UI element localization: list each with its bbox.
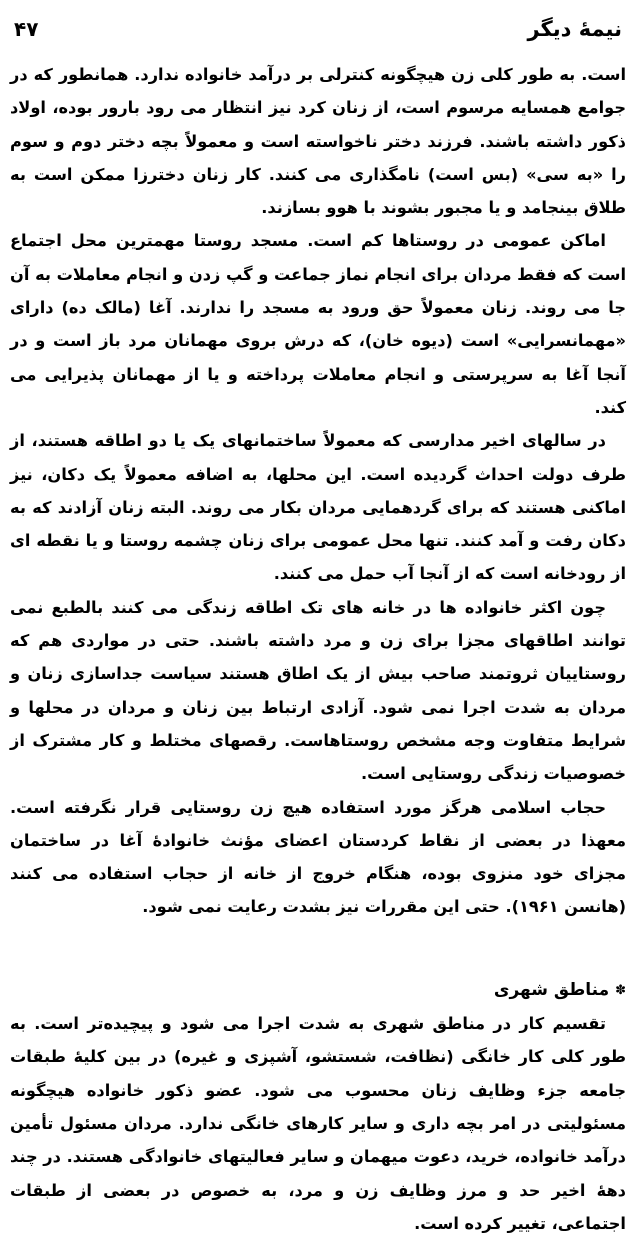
page-number: ۴۷ <box>14 17 39 41</box>
paragraph-hijab: حجاب اسلامی هرگز مورد استفاده هیچ زن روستایی قرار نگرفته است. معهذا در بعضی از نقاط کردستان اعضای مؤنث خانوادهٔ آغا در ساختمان مجزای خود منزوی بوده، هنگام خروج از خانه از حجاب استفاده می کنند (هانسن ۱۹۶۱). حتی این مقررات نیز بشدت رعایت نمی شود. <box>10 797 626 917</box>
paragraph-continued: است. به طور کلی زن هیچگونه کنترلی بر درآمد خانواده ندارد. همانطور که در جوامع همسایه مرسوم است، از زنان کرد نیز انتظار می رود بارور بوده، اولاد ذکور داشته باشند. فرزند دختر ناخواسته است و معمولاً بچه دختر دوم و سوم را «به سی» (بس است) نامگذاری می کنند. کار زنان دخترزا ممکن است به طلاق بینجامد و یا مجبور بشوند با هوو بسازند. <box>10 65 626 218</box>
running-title: نیمهٔ دیگر <box>527 17 622 41</box>
paragraph-urban: تقسیم کار در مناطق شهری به شدت اجرا می شود و پیچیده‌تر است. به طور کلی کار خانگی (نظافت، شستشو، آشپزی و غیره) در بین کلیهٔ طبقات جامعه جزء وظایف زنان محسوب می شود. عضو ذکور خانواده هیچگونه مسئولیتی در امر بچه داری و سایر کارهای خانگی ندارد. مردان مسئول تأمین درآمد خانواده، خرید، دعوت میهمان و سایر فعالیتهای خانوادگی هستند. در چند دههٔ اخیر حد و مرز وظایف زن و مرد، به خصوص در بعضی از طبقات اجتماعی، تغییر کرده است. <box>10 1014 626 1233</box>
section-heading <box>10 974 626 1007</box>
asterisk-icon: ✽ <box>615 982 626 998</box>
section-title: مناطق شهری <box>493 979 610 1000</box>
paragraph-houses: چون اکثر خانواده ها در خانه های تک اطاقه زندگی می کنند بالطبع نمی توانند اطاقهای مجزا برای زن و مرد داشته باشند. حتی در مواردی هم که روستاییان ثروتمند صاحب بیش از یک اطاق هستند سیاست جداسازی زنان و مردان به شدت اجرا نمی شود. آزادی ارتباط بین زنان و مردان در محلها و شرایط متفاوت وجه مشخص روستاهاست. رقصهای مختلط و کار مشترک از خصوصیات زندگی روستایی است. <box>10 597 626 784</box>
page-header <box>14 14 622 44</box>
paragraph-public-places: اماکن عمومی در روستاها کم است. مسجد روستا مهمترین محل اجتماع است که فقط مردان برای انجام نماز جماعت و گپ زدن و انجام معاملات به آن جا می روند. زنان معمولاً حق ورود به مسجد را ندارند. آغا (مالک ده) دارای «مهمانسرایی» است (دیوه خان)، که درش بروی مهمانان مرد باز است و در آنجا آغا به سرپرستی و انجام معاملات پرداخته و یا از مهمانان پذیرایی می کند. <box>10 231 626 417</box>
page-body <box>10 58 626 1240</box>
paragraph-schools: در سالهای اخیر مدارسی که معمولاً ساختمانهای یک یا دو اطاقه هستند، از طرف دولت احداث گردیده است. این محلها، به اضافه معمولاً یک دکان، نیز اماکنی هستند که برای گردهمایی مردان بکار می روند. البته زنان آزادند که به دکان رفت و آمد کنند. تنها محل عمومی برای زنان چشمه روستا و یا نقطه ای از رودخانه است که از آنجا آب حمل می کنند. <box>10 431 626 584</box>
